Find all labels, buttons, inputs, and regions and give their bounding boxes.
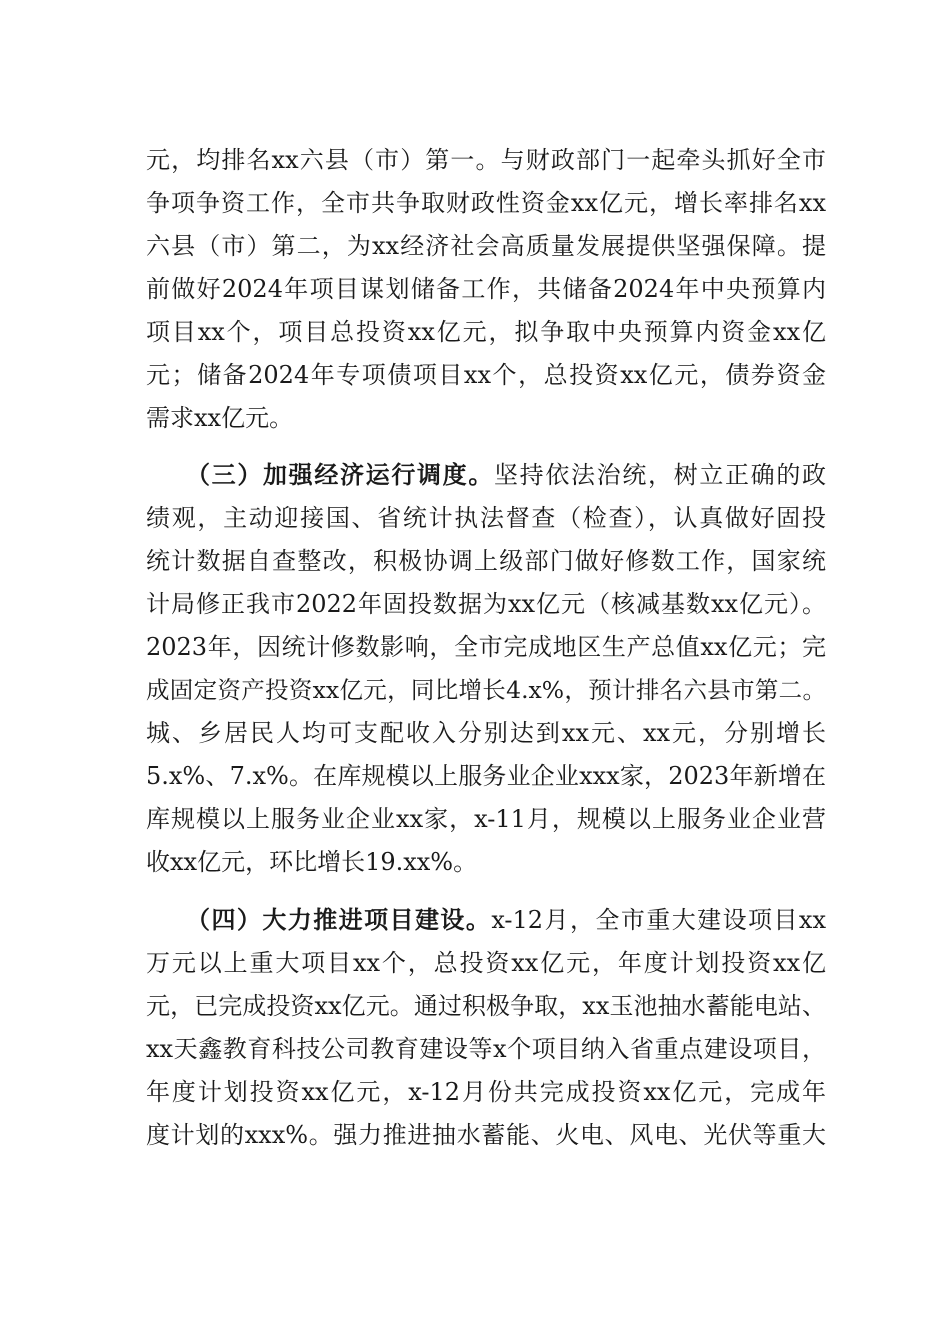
text-line: xx天鑫教育科技公司教育建设等x个项目纳入省重点建设项目， [146, 1035, 826, 1063]
text-line: 库规模以上服务业企业xx家，x-11月，规模以上服务业企业营 [146, 805, 826, 833]
text-line: 年度计划投资xx亿元，x-12月份共完成投资xx亿元，完成年 [146, 1078, 826, 1106]
text-line: 度计划的xxx%。强力推进抽水蓄能、火电、风电、光伏等重大 [146, 1121, 826, 1149]
text-line: 元，均排名xx六县（市）第一。与财政部门一起牵头抓好全市 [146, 146, 826, 174]
section-4-heading: （四）大力推进项目建设。 [186, 906, 492, 934]
text-line: 2023年，因统计修数影响，全市完成地区生产总值xx亿元；完 [146, 633, 826, 661]
text-line: 城、乡居民人均可支配收入分别达到xx元、xx元，分别增长 [146, 719, 826, 747]
text-line: 需求xx亿元。 [146, 404, 294, 432]
text-line: 成固定资产投资xx亿元，同比增长4.x%，预计排名六县市第二。 [146, 676, 826, 704]
section-4-first-line: （四）大力推进项目建设。x-12月，全市重大建设项目xx [186, 906, 827, 934]
text-line: 元，已完成投资xx亿元。通过积极争取，xx玉池抽水蓄能电站、 [146, 992, 826, 1020]
text-line: 元；储备2024年专项债项目xx个，总投资xx亿元，债券资金 [146, 361, 826, 389]
text-line: 万元以上重大项目xx个，总投资xx亿元，年度计划投资xx亿 [146, 949, 826, 977]
text-line: 统计数据自查整改，积极协调上级部门做好修数工作，国家统 [146, 547, 826, 575]
text-line: 计局修正我市2022年固投数据为xx亿元（核减基数xx亿元）。 [146, 590, 826, 618]
text-line: 5.x%、7.x%。在库规模以上服务业企业xxx家，2023年新增在 [146, 762, 826, 790]
text-line: 六县（市）第二，为xx经济社会高质量发展提供坚强保障。提 [146, 232, 826, 260]
section-3-first-line: （三）加强经济运行调度。坚持依法治统，树立正确的政 [186, 461, 826, 489]
text-line: 争项争资工作，全市共争取财政性资金xx亿元，增长率排名xx [146, 189, 826, 217]
text-line: 绩观，主动迎接国、省统计执法督查（检查），认真做好固投 [146, 504, 826, 532]
text-line: 收xx亿元，环比增长19.xx%。 [146, 848, 478, 876]
text-line: 项目xx个，项目总投资xx亿元，拟争取中央预算内资金xx亿 [146, 318, 826, 346]
text-line: 前做好2024年项目谋划储备工作，共储备2024年中央预算内 [146, 275, 826, 303]
section-3-heading: （三）加强经济运行调度。 [186, 461, 494, 489]
